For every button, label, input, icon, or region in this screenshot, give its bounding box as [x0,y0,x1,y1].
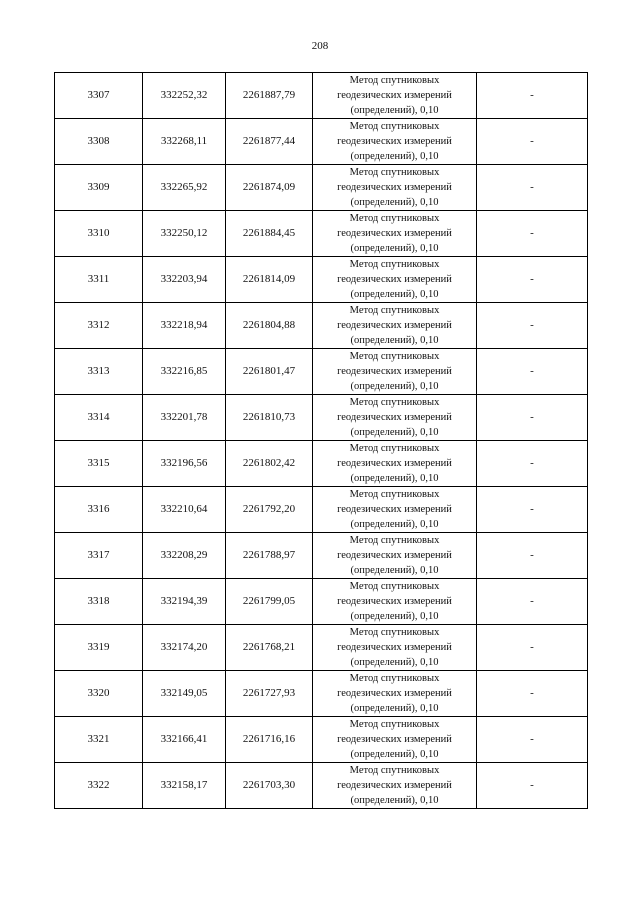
method-line: геодезических измерений [337,90,452,101]
y-coordinate-cell: 2261810,73 [226,395,313,441]
note-cell: - [477,487,588,533]
method-cell [313,717,477,763]
note-cell: - [477,119,588,165]
table-row [55,165,588,211]
table-row [55,303,588,349]
y-coordinate-cell: 2261884,45 [226,211,313,257]
x-coordinate-cell: 332265,92 [143,165,226,211]
y-coordinate-cell: 2261792,20 [226,487,313,533]
method-line: Метод спутниковых [349,305,440,316]
point-number-cell: 3310 [55,211,143,257]
method-cell [313,395,477,441]
method-cell [313,211,477,257]
y-coordinate-cell: 2261874,09 [226,165,313,211]
method-line: (определений), 0,10 [350,519,439,530]
x-coordinate-cell: 332203,94 [143,257,226,303]
x-coordinate-cell: 332250,12 [143,211,226,257]
note-cell: - [477,165,588,211]
method-line: геодезических измерений [337,642,452,653]
method-line: (определений), 0,10 [350,105,439,116]
x-coordinate-cell: 332216,85 [143,349,226,395]
point-number-cell: 3320 [55,671,143,717]
method-line: геодезических измерений [337,458,452,469]
y-coordinate-cell: 2261727,93 [226,671,313,717]
point-number-cell: 3314 [55,395,143,441]
point-number-cell: 3321 [55,717,143,763]
note-cell: - [477,441,588,487]
method-line: Метод спутниковых [349,121,440,132]
note-cell: - [477,211,588,257]
note-cell: - [477,579,588,625]
point-number-cell: 3317 [55,533,143,579]
note-cell: - [477,73,588,119]
method-line: Метод спутниковых [349,213,440,224]
y-coordinate-cell: 2261804,88 [226,303,313,349]
point-number-cell: 3319 [55,625,143,671]
point-number-cell: 3318 [55,579,143,625]
method-line: (определений), 0,10 [350,197,439,208]
y-coordinate-cell: 2261703,30 [226,763,313,809]
x-coordinate-cell: 332174,20 [143,625,226,671]
method-line: (определений), 0,10 [350,243,439,254]
method-line: (определений), 0,10 [350,427,439,438]
method-line: (определений), 0,10 [350,335,439,346]
method-line: (определений), 0,10 [350,565,439,576]
method-line: геодезических измерений [337,320,452,331]
method-line: (определений), 0,10 [350,611,439,622]
note-cell: - [477,533,588,579]
method-line: Метод спутниковых [349,167,440,178]
method-cell [313,533,477,579]
point-number-cell: 3307 [55,73,143,119]
point-number-cell: 3316 [55,487,143,533]
method-line: геодезических измерений [337,228,452,239]
note-cell: - [477,717,588,763]
note-cell: - [477,303,588,349]
point-number-cell: 3315 [55,441,143,487]
method-cell [313,763,477,809]
note-cell: - [477,625,588,671]
method-line: Метод спутниковых [349,397,440,408]
method-line: геодезических измерений [337,780,452,791]
table-row [55,763,588,809]
method-line: геодезических измерений [337,274,452,285]
method-cell [313,119,477,165]
x-coordinate-cell: 332268,11 [143,119,226,165]
x-coordinate-cell: 332149,05 [143,671,226,717]
coordinates-table-body [55,73,588,809]
point-number-cell: 3312 [55,303,143,349]
note-cell: - [477,763,588,809]
method-line: Метод спутниковых [349,351,440,362]
y-coordinate-cell: 2261716,16 [226,717,313,763]
table-row [55,625,588,671]
method-cell [313,349,477,395]
note-cell: - [477,257,588,303]
page-number: 208 [311,40,329,52]
method-line: (определений), 0,10 [350,381,439,392]
y-coordinate-cell: 2261814,09 [226,257,313,303]
table-row [55,349,588,395]
table-row [55,487,588,533]
y-coordinate-cell: 2261877,44 [226,119,313,165]
method-line: геодезических измерений [337,688,452,699]
point-number-cell: 3313 [55,349,143,395]
method-cell [313,73,477,119]
table-row [55,73,588,119]
method-line: Метод спутниковых [349,489,440,500]
method-cell [313,165,477,211]
method-line: (определений), 0,10 [350,795,439,806]
method-line: геодезических измерений [337,412,452,423]
method-line: Метод спутниковых [349,627,440,638]
point-number-cell: 3309 [55,165,143,211]
method-cell [313,625,477,671]
table-row [55,441,588,487]
y-coordinate-cell: 2261887,79 [226,73,313,119]
point-number-cell: 3311 [55,257,143,303]
table-row [55,395,588,441]
x-coordinate-cell: 332210,64 [143,487,226,533]
method-line: геодезических измерений [337,596,452,607]
note-cell: - [477,395,588,441]
method-line: Метод спутниковых [349,535,440,546]
table-row [55,119,588,165]
method-line: (определений), 0,10 [350,289,439,300]
table-row [55,671,588,717]
method-line: геодезических измерений [337,504,452,515]
y-coordinate-cell: 2261788,97 [226,533,313,579]
method-cell [313,487,477,533]
method-line: (определений), 0,10 [350,657,439,668]
method-line: Метод спутниковых [349,765,440,776]
y-coordinate-cell: 2261799,05 [226,579,313,625]
method-line: геодезических измерений [337,366,452,377]
method-line: (определений), 0,10 [350,473,439,484]
note-cell: - [477,349,588,395]
table-row [55,211,588,257]
method-line: (определений), 0,10 [350,749,439,760]
method-cell [313,441,477,487]
method-line: Метод спутниковых [349,443,440,454]
point-number-cell: 3322 [55,763,143,809]
method-line: (определений), 0,10 [350,151,439,162]
coordinates-table [54,72,588,809]
y-coordinate-cell: 2261768,21 [226,625,313,671]
x-coordinate-cell: 332201,78 [143,395,226,441]
x-coordinate-cell: 332166,41 [143,717,226,763]
method-line: геодезических измерений [337,550,452,561]
method-line: Метод спутниковых [349,673,440,684]
y-coordinate-cell: 2261801,47 [226,349,313,395]
method-cell [313,671,477,717]
method-cell [313,257,477,303]
method-cell [313,303,477,349]
method-line: геодезических измерений [337,734,452,745]
table-row [55,257,588,303]
method-line: геодезических измерений [337,182,452,193]
note-cell: - [477,671,588,717]
table-row [55,717,588,763]
x-coordinate-cell: 332194,39 [143,579,226,625]
table-row [55,579,588,625]
x-coordinate-cell: 332252,32 [143,73,226,119]
method-cell [313,579,477,625]
method-line: (определений), 0,10 [350,703,439,714]
x-coordinate-cell: 332158,17 [143,763,226,809]
x-coordinate-cell: 332218,94 [143,303,226,349]
method-line: Метод спутниковых [349,581,440,592]
point-number-cell: 3308 [55,119,143,165]
method-line: Метод спутниковых [349,75,440,86]
method-line: Метод спутниковых [349,259,440,270]
method-line: геодезических измерений [337,136,452,147]
method-line: Метод спутниковых [349,719,440,730]
x-coordinate-cell: 332208,29 [143,533,226,579]
y-coordinate-cell: 2261802,42 [226,441,313,487]
table-row [55,533,588,579]
x-coordinate-cell: 332196,56 [143,441,226,487]
